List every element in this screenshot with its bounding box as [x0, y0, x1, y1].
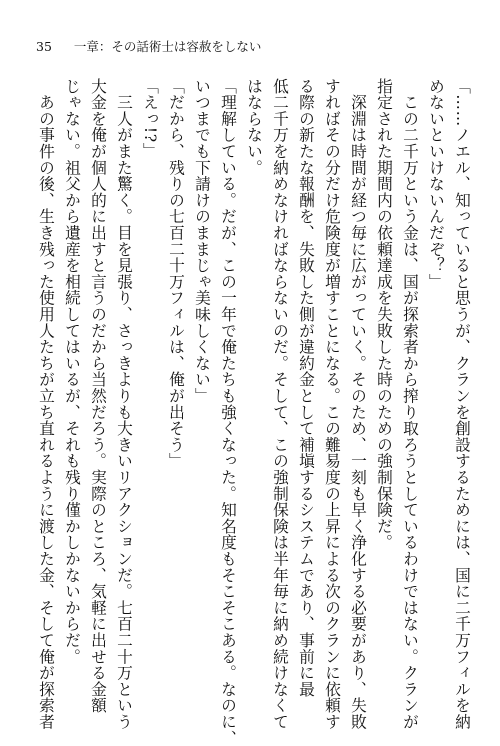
text-column: すればその分だけ危険度が増すことになる。この難易度の上昇による次のクランに依頼す	[323, 78, 342, 730]
text-column: 「えっ!?」	[141, 78, 160, 160]
text-column: 大金を俺が個人的に出すと言うのだから当然だろう。実際のところ、気軽に出せる金額	[89, 78, 108, 714]
text-column: 三人がまた驚く。目を見張り、さっきよりも大きいリアクションだ。七百二十万という	[115, 78, 134, 730]
text-column: じゃない。祖父から遺産を相続してはいるが、それも残り僅かしかないからだ。	[63, 78, 82, 665]
vertical-text-body	[30, 78, 472, 746]
text-column: 深淵は時間が経つ毎に広がっていく。そのため、一刻も早く浄化する必要があり、失敗	[349, 78, 368, 730]
text-column: 「……ノエル、知っていると思うが、クランを創設するためには、国に二千万フィルを納	[453, 78, 472, 730]
text-column: 「だから、残りの七百二十万フィルは、俺が出そう」	[167, 78, 186, 470]
page-number: 35	[36, 39, 52, 54]
text-column: めないといけないんだぞ？」	[427, 78, 446, 290]
text-column: 指定された期間内の依頼達成を失敗した時のための強制保険だ。	[375, 78, 394, 551]
text-column: 低二千万を納めなければならないのだ。そして、この強制保険は半年毎に納め続けなくて	[271, 78, 290, 730]
chapter-title: 一章：その話術士は容赦をしない	[73, 39, 262, 54]
text-column: はならない。	[245, 78, 264, 176]
running-header	[36, 38, 261, 56]
text-column: この二千万という金は、国が探索者から搾り取ろうとしているわけではない。クランが	[401, 78, 420, 730]
text-column: いつまでも下請けのままじゃ美味しくない」	[193, 78, 212, 404]
text-column: る際の新たな報酬を、失敗した側が違約金として補塡するシステムであり、事前に最	[297, 78, 316, 698]
text-column: 「理解している。だが、この一年で俺たちも強くなった。知名度もそこそこある。なのに、	[219, 78, 238, 746]
text-column: あの事件の後、生き残った使用人たちが立ち直れるように渡した金、そして俺が探索者	[37, 78, 56, 730]
